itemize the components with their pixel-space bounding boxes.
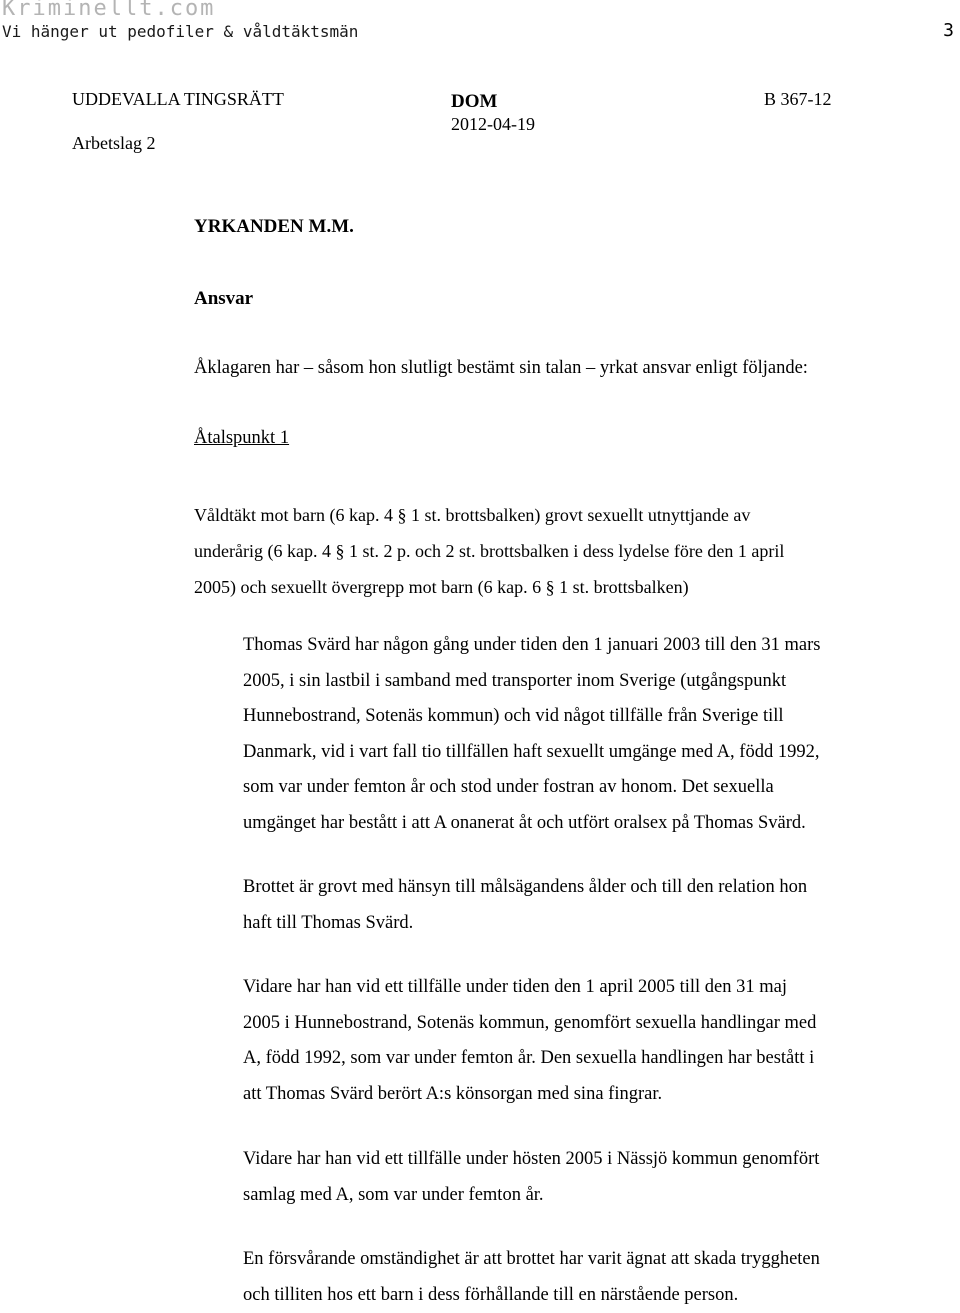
paragraph-line: haft till Thomas Svärd. <box>243 906 807 942</box>
paragraph-line: Thomas Svärd har någon gång under tiden den 1 januari 2003 till den 31 mars <box>243 628 820 664</box>
paragraph-line: Vidare har han vid ett tillfälle under tiden den 1 april 2005 till den 31 maj <box>243 970 816 1006</box>
paragraph-line: som var under femton år och stod under fostran av honom. Det sexuella <box>243 770 820 806</box>
paragraph-line: Vidare har han vid ett tillfälle under hösten 2005 i Nässjö kommun genomfört <box>243 1142 819 1178</box>
intro-paragraph: Åklagaren har – såsom hon slutligt bestämt sin talan – yrkat ansvar enligt följande: <box>194 358 808 379</box>
department: Arbetslag 2 <box>72 133 155 154</box>
charge-description <box>194 497 784 605</box>
charge-line: 2005) och sexuellt övergrepp mot barn (6 kap. 6 § 1 st. brottsbalken) <box>194 569 784 605</box>
paragraph-line: Danmark, vid i vart fall tio tillfällen haft sexuellt umgänge med A, född 1992, <box>243 735 820 771</box>
count-heading: Åtalspunkt 1 <box>194 428 289 449</box>
site-watermark: Kriminellt.com <box>2 0 215 21</box>
charge-line: underårig (6 kap. 4 § 1 st. 2 p. och 2 st. brottsbalken i dess lydelse före den 1 april <box>194 533 784 569</box>
paragraph-line: Brottet är grovt med hänsyn till målsägandens ålder och till den relation hon <box>243 870 807 906</box>
site-subtitle: Vi hänger ut pedofiler & våldtäktsmän <box>2 22 358 41</box>
document-type: DOM <box>451 91 497 113</box>
paragraph-line: 2005, i sin lastbil i samband med transporter inom Sverige (utgångspunkt <box>243 664 820 700</box>
page-number: 3 <box>943 20 954 41</box>
paragraph-line: A, född 1992, som var under femton år. Den sexuella handlingen har bestått i <box>243 1041 816 1077</box>
case-number: B 367-12 <box>764 89 832 110</box>
allegation-paragraph-3 <box>243 970 816 1112</box>
allegation-paragraph-2 <box>243 870 807 941</box>
court-name: UDDEVALLA TINGSRÄTT <box>72 89 284 110</box>
subsection-heading: Ansvar <box>194 288 253 310</box>
section-heading: YRKANDEN M.M. <box>194 216 354 238</box>
allegation-paragraph-5 <box>243 1242 820 1313</box>
allegation-paragraph-4 <box>243 1142 819 1213</box>
paragraph-line: att Thomas Svärd berört A:s könsorgan med sina fingrar. <box>243 1077 816 1113</box>
allegation-paragraph-1 <box>243 628 820 841</box>
paragraph-line: Hunnebostrand, Sotenäs kommun) och vid något tillfälle från Sverige till <box>243 699 820 735</box>
paragraph-line: En försvårande omständighet är att brottet har varit ägnat att skada tryggheten <box>243 1242 820 1278</box>
document-date: 2012-04-19 <box>451 114 535 135</box>
paragraph-line: och tilliten hos ett barn i dess förhållande till en närstående person. <box>243 1278 820 1313</box>
charge-line: Våldtäkt mot barn (6 kap. 4 § 1 st. brottsbalken) grovt sexuellt utnyttjande av <box>194 497 784 533</box>
paragraph-line: samlag med A, som var under femton år. <box>243 1178 819 1214</box>
paragraph-line: 2005 i Hunnebostrand, Sotenäs kommun, genomfört sexuella handlingar med <box>243 1006 816 1042</box>
paragraph-line: umgänget har bestått i att A onanerat åt och utfört oralsex på Thomas Svärd. <box>243 806 820 842</box>
